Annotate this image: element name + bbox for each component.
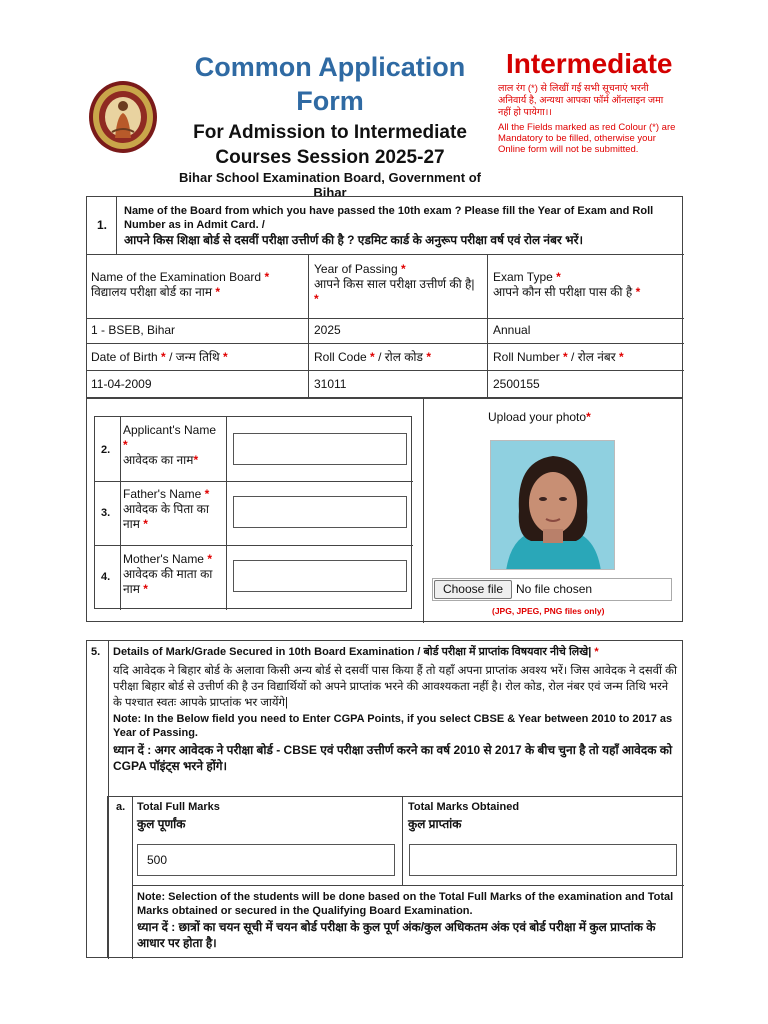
required-mark: * [370,350,375,364]
section-5-number: 5. [91,646,101,658]
mother-name-input[interactable] [233,560,407,592]
year-label [314,262,479,307]
marks-obtained-input[interactable] [409,844,677,876]
applicant-photo [490,440,615,570]
mother-name-label-en: Mother's Name [123,552,204,566]
photo-file-hint: (JPG, JPEG, PNG files only) [492,606,605,616]
choose-file-button[interactable]: Choose file [434,580,512,599]
required-mark: * [556,270,561,284]
exam-type-label-hi: आपने कौन सी परीक्षा पास की है [493,285,633,299]
required-mark: * [594,646,599,658]
full-marks-value: 500 [147,853,168,867]
father-name-input[interactable] [233,496,407,528]
required-mark: * [204,487,210,501]
cgpa-note-en: Note: In the Below field you need to Enter CGPA Points, if you select CBSE & Year between 2010 to 2017 as Year of Passing. [113,713,673,739]
full-marks-label-hi: कुल पूर्णांक [137,817,186,831]
roll-number-label-hi: / रोल नंबर [571,350,616,364]
roll-number-value[interactable]: 2500155 [493,377,540,391]
required-mark: * [161,350,166,364]
row-number: 2. [101,444,111,456]
roll-number-label [493,350,624,365]
board-label-hi: विद्यालय परीक्षा बोर्ड का नाम [91,285,213,299]
selection-note-hi: ध्यान दें : छात्रों का चयन सूची में चयन बोर्ड परीक्षा के कुल पूर्ण अंक/कुल अधिकतम अंक एवं बोर्ड परीक्षा में कुल प्राप्तांक के आधार पर होता है। [137,920,656,950]
bseb-logo [88,80,158,154]
required-mark: * [563,350,568,364]
year-label-en: Year of Passing [314,262,398,276]
section-5-heading [113,645,678,659]
mother-name-label [123,552,225,597]
full-marks-input[interactable] [137,844,395,876]
applicant-name-input[interactable] [233,433,407,465]
board-label [91,270,306,300]
required-mark: * [143,517,148,531]
mandatory-note-hindi: लाल रंग (*) से लिखीं गई सभी सूचनाएं भरनी अनिवार्य है, अन्यथा आपका फॉर्म ऑनलाइन जमा नहीं हो पायेगा।। [498,83,664,118]
dob-label [91,350,228,365]
required-mark: * [223,350,228,364]
roll-code-value[interactable]: 31011 [314,377,347,391]
mother-name-label-hi: आवेदक की माता का नाम [123,567,213,596]
dob-label-hi: / जन्म तिथि [169,350,220,364]
row-number: 4. [101,571,111,583]
form-subtitle: For Admission to Intermediate Courses Session 2025-27 [193,122,467,168]
required-mark: * [635,285,641,299]
required-mark: * [618,350,624,364]
section-5-instructions-hi: यदि आवेदक ने बिहार बोर्ड के अलावा किसी अन्य बोर्ड से दसवीं पास किया हैं तो यहाँ अपना प्राप्तांक अवश्य भरें। जिस आवेदक ने दसवीं की परीक्षा बिहार बोर्ड से उत्तीर्ण की है उन विद्यार्थियों को अपने प्राप्तांक भरने की आवश्यकता नहीं है। रोल कोड, रोल नंबर एवं जन्म तिथि भरने के पश्चात स्वतः आपके प्राप्तांक भर जायेंगे| [113,665,677,709]
board-value[interactable]: 1 - BSEB, Bihar [91,323,176,337]
selection-note-en: Note: Selection of the students will be done based on the Total Full Marks of the examination and Total Marks obtained or secured in the Qualifying Board Examination. [137,891,674,917]
roll-code-label-en: Roll Code [314,350,367,364]
roll-number-label-en: Roll Number [493,350,560,364]
required-mark: * [264,270,270,284]
required-mark: * [193,453,199,467]
applicant-name-label-hi: आवेदक का नाम [123,453,194,467]
exam-type-label [493,270,678,300]
required-mark: * [586,410,591,424]
section-1-question-en: Name of the Board from which you have passed the 10th exam ? Please fill the Year of Exam and Roll Number as in Admit Card. / [124,205,654,231]
required-mark: * [400,262,406,276]
file-status: No file chosen [516,582,593,596]
roll-code-label-hi: / रोल कोड [378,350,423,364]
exam-type-label-en: Exam Type [493,270,553,284]
father-name-label-hi: आवेदक के पिता का नाम [123,502,209,531]
full-marks-label-en: Total Full Marks [137,801,220,813]
row-number: 3. [101,507,111,519]
cgpa-note-hi: ध्यान दें : अगर आवेदक ने परीक्षा बोर्ड - CBSE एवं परीक्षा उत्तीर्ण करने का वर्ष 2010 से 2017 के बीच चुना है तो यहाँ आवेदक को CGPA पॉइंट्स भरने होंगे। [113,743,673,773]
board-name: Bihar School Examination Board, Government of Bihar [179,170,481,200]
board-label-en: Name of the Examination Board [91,270,262,284]
exam-type-value[interactable]: Annual [493,323,531,337]
required-mark: * [123,438,128,452]
year-label-hi: आपने किस साल परीक्षा उत्तीर्ण की है| [314,277,475,291]
applicant-name-label [123,423,223,468]
required-mark: * [143,582,148,596]
required-mark: * [426,350,431,364]
dob-label-en: Date of Birth [91,350,158,364]
photo-file-input[interactable] [432,578,672,601]
mandatory-note-english: All the Fields marked as red Colour (*) are Mandatory to be filled, otherwise your Online form will not be submitted. [498,122,676,155]
marks-obtained-label-hi: कुल प्राप्तांक [408,817,462,831]
section-5-heading-text: Details of Mark/Grade Secured in 10th Board Examination / बोर्ड परीक्षा में प्राप्तांक विषयवार नीचे लिखे| [113,646,592,658]
roll-code-label [314,350,431,365]
section-1-question-hi: आपने किस शिक्षा बोर्ड से दसवीं परीक्षा उत्तीर्ण की है ? एडमिट कार्ड के अनुरूप परीक्षा वर्ष एवं रोल नंबर भरें। [124,233,584,247]
section-1-number: 1. [97,218,108,232]
dob-value[interactable]: 11-04-2009 [91,377,152,391]
year-value[interactable]: 2025 [314,323,341,337]
form-title: Common Application Form [194,52,466,116]
father-name-label-en: Father's Name [123,487,202,501]
father-name-label [123,487,225,532]
applicant-name-label-en: Applicant's Name [123,423,216,437]
required-mark: * [215,285,221,299]
marks-obtained-label-en: Total Marks Obtained [408,801,520,813]
required-mark: * [207,552,212,566]
photo-label-text: Upload your photo [488,410,587,424]
photo-label [488,410,591,425]
course-badge: Intermediate [506,48,673,79]
required-mark: * [314,292,319,306]
marks-sub-label: a. [116,801,126,813]
